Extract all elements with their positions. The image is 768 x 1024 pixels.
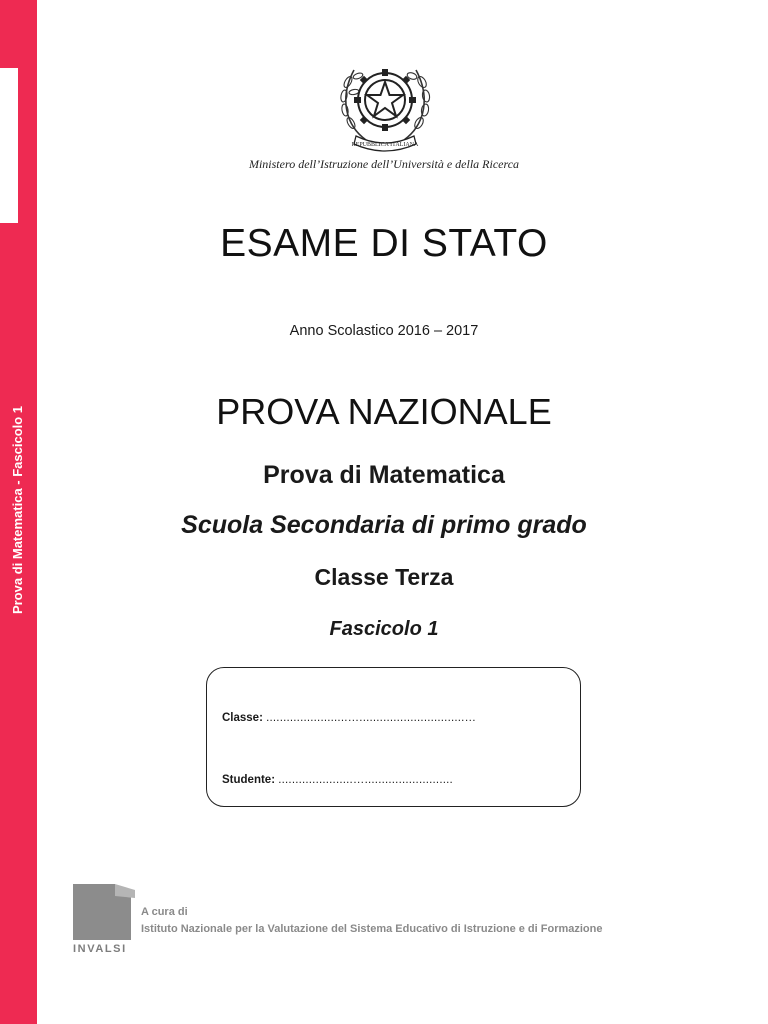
exam-name: PROVA NAZIONALE xyxy=(216,391,552,432)
classe-label: Classe: xyxy=(222,712,263,724)
school-year: Anno Scolastico 2016 – 2017 xyxy=(289,323,479,339)
school-level: Scuola Secondaria di primo grado xyxy=(181,511,587,539)
studente-label: Studente: xyxy=(222,774,276,786)
curated-by-label: A cura di xyxy=(141,906,188,918)
subject-title: Prova di Matematica xyxy=(263,461,505,489)
invalsi-logo-text: INVALSI xyxy=(73,943,127,955)
emblem-ribbon-text: REPUBBLICA ITALIANA xyxy=(351,142,419,148)
studente-fill-line[interactable]: ......................….......................... xyxy=(278,774,453,786)
side-vertical-label: Prova di Matematica - Fascicolo 1 xyxy=(10,405,25,615)
classe-field[interactable] xyxy=(222,712,476,724)
ministry-name: Ministero dell’Istruzione dell’Università e della Ricerca xyxy=(248,157,520,171)
class-year: Classe Terza xyxy=(314,564,454,590)
booklet-number: Fascicolo 1 xyxy=(329,618,439,640)
page-title: ESAME DI STATO xyxy=(220,222,548,265)
repubblica-italiana-emblem-icon xyxy=(336,52,434,154)
studente-field[interactable] xyxy=(222,774,453,786)
student-info-box xyxy=(206,667,581,807)
side-bar-tab xyxy=(0,68,18,223)
institute-name: Istituto Nazionale per la Valutazione del Sistema Educativo di Istruzione e di Formazione xyxy=(141,923,603,935)
classe-fill-line[interactable]: ........................…...............................… xyxy=(266,712,477,724)
